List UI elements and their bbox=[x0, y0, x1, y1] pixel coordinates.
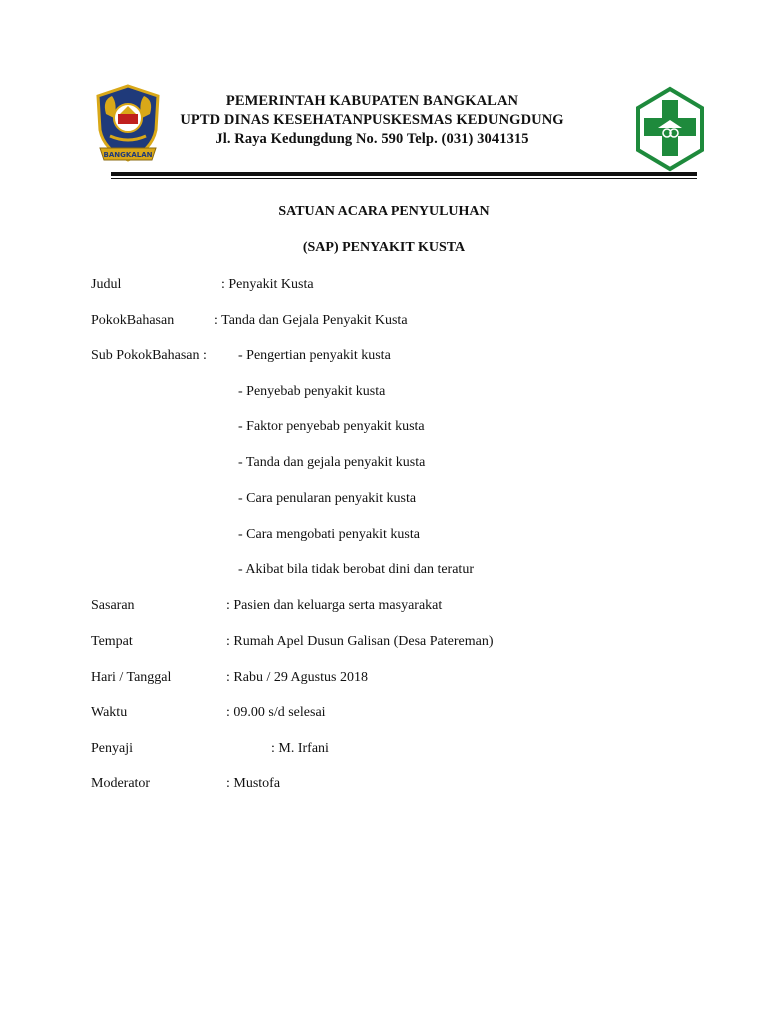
sub-topic-item: - Cara penularan penyakit kusta bbox=[238, 491, 417, 506]
document-title: SATUAN ACARA PENYULUHAN bbox=[278, 204, 490, 219]
field-label-waktu: Waktu bbox=[91, 705, 128, 720]
letterhead-line-2: UPTD DINAS KESEHATANPUSKESMAS KEDUNGDUNG bbox=[180, 112, 564, 128]
sub-topic-item: - Tanda dan gejala penyakit kusta bbox=[238, 455, 426, 470]
field-label-hari-tanggal: Hari / Tanggal bbox=[91, 670, 172, 685]
letterhead-divider bbox=[111, 172, 697, 176]
field-label-moderator: Moderator bbox=[91, 776, 151, 791]
field-label-sub-pokok-bahasan: Sub PokokBahasan : bbox=[91, 348, 207, 363]
sub-topic-item: - Pengertian penyakit kusta bbox=[238, 348, 391, 363]
sub-topic-item: - Faktor penyebab penyakit kusta bbox=[238, 419, 425, 434]
sub-topic-item: - Penyebab penyakit kusta bbox=[238, 384, 386, 399]
field-value-moderator: : Mustofa bbox=[226, 776, 281, 791]
letterhead-address: Jl. Raya Kedungdung No. 590 Telp. (031) 3041315 bbox=[215, 131, 529, 147]
field-label-pokok-bahasan: PokokBahasan bbox=[91, 313, 175, 328]
letterhead bbox=[150, 92, 594, 149]
field-value-sasaran: : Pasien dan keluarga serta masyarakat bbox=[226, 598, 443, 613]
field-value-penyaji: : M. Irfani bbox=[271, 741, 329, 756]
sub-topic-item: - Akibat bila tidak berobat dini dan teratur bbox=[238, 562, 474, 577]
field-value-pokok-bahasan: : Tanda dan Gejala Penyakit Kusta bbox=[214, 313, 408, 328]
field-value-waktu: : 09.00 s/d selesai bbox=[226, 705, 326, 720]
puskesmas-logo-icon bbox=[634, 86, 706, 172]
field-label-sasaran: Sasaran bbox=[91, 598, 135, 613]
field-value-hari-tanggal: : Rabu / 29 Agustus 2018 bbox=[226, 670, 368, 685]
field-value-judul: : Penyakit Kusta bbox=[221, 277, 314, 292]
document-subtitle: (SAP) PENYAKIT KUSTA bbox=[302, 240, 466, 255]
field-value-tempat: : Rumah Apel Dusun Galisan (Desa Patereman) bbox=[226, 634, 494, 649]
field-label-penyaji: Penyaji bbox=[91, 741, 133, 756]
letterhead-divider-thin bbox=[111, 178, 697, 179]
emblem-ribbon-text: BANGKALAN bbox=[103, 151, 153, 159]
field-label-tempat: Tempat bbox=[91, 634, 133, 649]
field-label-judul: Judul bbox=[91, 277, 122, 292]
letterhead-line-1: PEMERINTAH KABUPATEN BANGKALAN bbox=[225, 93, 519, 109]
sub-topic-item: - Cara mengobati penyakit kusta bbox=[238, 527, 420, 542]
